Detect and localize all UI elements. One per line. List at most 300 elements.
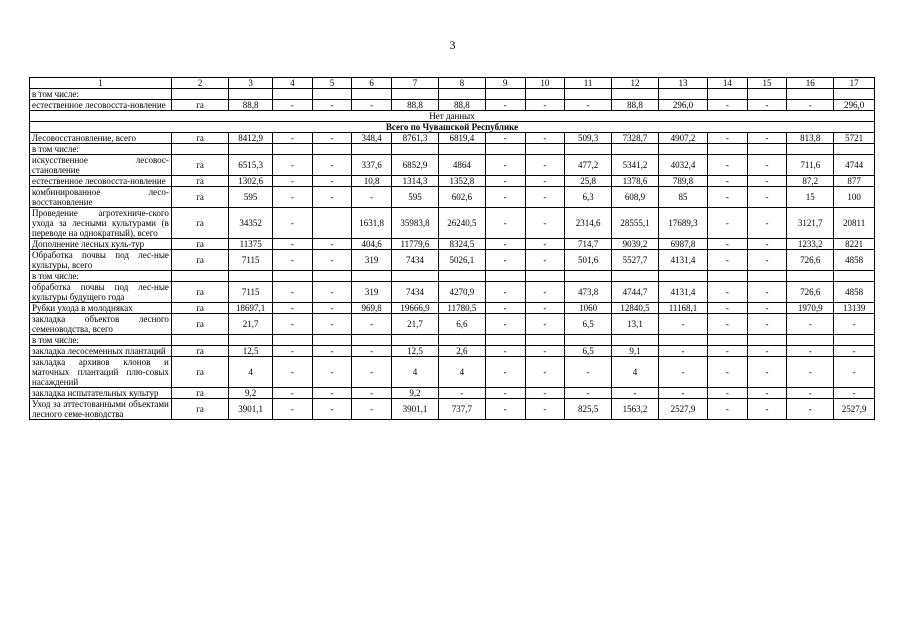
value-cell: 20811: [834, 208, 875, 239]
value-cell: -: [525, 176, 565, 187]
empty-cell: [229, 144, 273, 155]
value-cell: 100: [834, 187, 875, 208]
empty-cell: [834, 335, 875, 346]
empty-cell: [352, 144, 392, 155]
value-cell: -: [708, 357, 748, 388]
value-cell: 969,8: [352, 303, 392, 314]
value-cell: га: [171, 250, 228, 271]
value-cell: 1378,6: [612, 176, 659, 187]
value-cell: -: [708, 155, 748, 176]
empty-cell: [565, 89, 612, 100]
value-cell: 4: [438, 357, 485, 388]
value-cell: 9,1: [612, 346, 659, 357]
column-number-cell: 2: [171, 78, 228, 89]
value-cell: -: [787, 388, 834, 399]
value-cell: 35983,8: [391, 208, 438, 239]
value-cell: -: [273, 239, 313, 250]
value-cell: -: [312, 250, 352, 271]
value-cell: -: [747, 303, 787, 314]
value-cell: 18697,1: [229, 303, 273, 314]
value-cell: 11780,5: [438, 303, 485, 314]
value-cell: 7434: [391, 250, 438, 271]
empty-cell: [273, 271, 313, 282]
value-cell: 6,5: [565, 314, 612, 335]
value-cell: 87,2: [787, 176, 834, 187]
value-cell: -: [312, 282, 352, 303]
row-label-cell: естественное лесовосста-новление: [30, 100, 172, 111]
empty-cell: [659, 89, 708, 100]
value-cell: 2527,9: [659, 399, 708, 420]
value-cell: -: [747, 388, 787, 399]
empty-cell: [708, 89, 748, 100]
empty-cell: [171, 271, 228, 282]
value-cell: 3901,1: [229, 399, 273, 420]
value-cell: -: [747, 133, 787, 144]
table-row: [30, 144, 875, 155]
value-cell: -: [312, 187, 352, 208]
value-cell: 1352,8: [438, 176, 485, 187]
empty-cell: [787, 335, 834, 346]
value-cell: -: [485, 282, 525, 303]
value-cell: -: [708, 314, 748, 335]
value-cell: 6515,3: [229, 155, 273, 176]
value-cell: 2527,9: [834, 399, 875, 420]
value-cell: 726,6: [787, 250, 834, 271]
value-cell: 319: [352, 250, 392, 271]
section-heading-cell: Нет данных: [30, 111, 875, 122]
table-row: [30, 208, 875, 239]
value-cell: 3901,1: [391, 399, 438, 420]
value-cell: 595: [391, 187, 438, 208]
value-cell: 7115: [229, 282, 273, 303]
value-cell: 4858: [834, 282, 875, 303]
empty-cell: [438, 335, 485, 346]
empty-cell: [708, 335, 748, 346]
value-cell: 88,8: [612, 100, 659, 111]
empty-cell: [312, 144, 352, 155]
value-cell: -: [747, 176, 787, 187]
value-cell: 12840,5: [612, 303, 659, 314]
empty-cell: [391, 89, 438, 100]
value-cell: -: [485, 155, 525, 176]
value-cell: -: [747, 250, 787, 271]
value-cell: -: [747, 239, 787, 250]
empty-cell: [659, 271, 708, 282]
value-cell: -: [485, 357, 525, 388]
value-cell: 26240,5: [438, 208, 485, 239]
value-cell: 711,6: [787, 155, 834, 176]
row-label-cell: естественное лесовосста-новление: [30, 176, 172, 187]
empty-cell: [391, 144, 438, 155]
empty-cell: [659, 335, 708, 346]
value-cell: 509,3: [565, 133, 612, 144]
value-cell: -: [747, 187, 787, 208]
value-cell: -: [525, 208, 565, 239]
value-cell: 12,5: [229, 346, 273, 357]
empty-cell: [565, 271, 612, 282]
page-number: 3: [449, 38, 456, 52]
value-cell: 1970,9: [787, 303, 834, 314]
value-cell: 8412,9: [229, 133, 273, 144]
table-row: [30, 271, 875, 282]
table-row: [30, 357, 875, 388]
value-cell: -: [747, 314, 787, 335]
value-cell: -: [438, 388, 485, 399]
value-cell: 88,8: [391, 100, 438, 111]
empty-cell: [747, 144, 787, 155]
value-cell: 2314,6: [565, 208, 612, 239]
value-cell: -: [485, 250, 525, 271]
value-cell: -: [485, 176, 525, 187]
value-cell: -: [708, 346, 748, 357]
empty-cell: [708, 271, 748, 282]
column-number-cell: 12: [612, 78, 659, 89]
value-cell: 6819,4: [438, 133, 485, 144]
value-cell: -: [708, 208, 748, 239]
value-cell: -: [525, 303, 565, 314]
value-cell: -: [659, 388, 708, 399]
value-cell: 4032,4: [659, 155, 708, 176]
value-cell: 6852,9: [391, 155, 438, 176]
value-cell: 473,8: [565, 282, 612, 303]
empty-cell: [273, 144, 313, 155]
row-label-cell: Обработка почвы под лес-ные культуры, всего: [30, 250, 172, 271]
value-cell: 348,4: [352, 133, 392, 144]
value-cell: -: [312, 303, 352, 314]
value-cell: 1060: [565, 303, 612, 314]
table-row: [30, 282, 875, 303]
row-label-cell: в том числе:: [30, 89, 172, 100]
empty-cell: [171, 89, 228, 100]
value-cell: -: [659, 357, 708, 388]
empty-cell: [438, 271, 485, 282]
value-cell: -: [485, 399, 525, 420]
table-row: [30, 187, 875, 208]
value-cell: 13,1: [612, 314, 659, 335]
row-label-cell: Дополнение лесных куль-тур: [30, 239, 172, 250]
empty-cell: [659, 144, 708, 155]
value-cell: -: [312, 357, 352, 388]
row-label-cell: Уход за аттестованными объектами лесного семе-новодства: [30, 399, 172, 420]
value-cell: 10,8: [352, 176, 392, 187]
value-cell: -: [747, 357, 787, 388]
value-cell: -: [485, 303, 525, 314]
value-cell: 6,3: [565, 187, 612, 208]
value-cell: 12,5: [391, 346, 438, 357]
value-cell: га: [171, 187, 228, 208]
value-cell: -: [708, 133, 748, 144]
value-cell: 1314,3: [391, 176, 438, 187]
value-cell: га: [171, 388, 228, 399]
value-cell: 9039,2: [612, 239, 659, 250]
value-cell: га: [171, 303, 228, 314]
value-cell: -: [834, 388, 875, 399]
value-cell: -: [312, 133, 352, 144]
value-cell: -: [525, 187, 565, 208]
empty-cell: [273, 335, 313, 346]
value-cell: 11779,6: [391, 239, 438, 250]
empty-cell: [229, 89, 273, 100]
value-cell: -: [659, 314, 708, 335]
empty-cell: [834, 89, 875, 100]
value-cell: 4: [391, 357, 438, 388]
value-cell: -: [312, 239, 352, 250]
value-cell: 8324,5: [438, 239, 485, 250]
value-cell: 825,5: [565, 399, 612, 420]
value-cell: -: [747, 208, 787, 239]
value-cell: га: [171, 314, 228, 335]
value-cell: 15: [787, 187, 834, 208]
empty-cell: [171, 335, 228, 346]
value-cell: га: [171, 100, 228, 111]
value-cell: -: [485, 133, 525, 144]
empty-cell: [612, 271, 659, 282]
value-cell: 7115: [229, 250, 273, 271]
row-label-cell: закладка лесосеменных плантаций: [30, 346, 172, 357]
value-cell: 11168,1: [659, 303, 708, 314]
value-cell: -: [273, 303, 313, 314]
value-cell: 4131,4: [659, 282, 708, 303]
value-cell: -: [525, 314, 565, 335]
column-number-cell: 16: [787, 78, 834, 89]
value-cell: -: [834, 346, 875, 357]
value-cell: 9,2: [391, 388, 438, 399]
table-header-row: [30, 78, 875, 89]
value-cell: -: [312, 176, 352, 187]
empty-cell: [391, 271, 438, 282]
value-cell: -: [747, 399, 787, 420]
column-number-cell: 9: [485, 78, 525, 89]
empty-cell: [565, 335, 612, 346]
value-cell: -: [708, 250, 748, 271]
value-cell: -: [787, 314, 834, 335]
row-label-cell: Лесовосстановление, всего: [30, 133, 172, 144]
value-cell: -: [273, 155, 313, 176]
empty-cell: [229, 271, 273, 282]
table-row: [30, 250, 875, 271]
value-cell: -: [525, 282, 565, 303]
value-cell: -: [708, 239, 748, 250]
value-cell: 88,8: [229, 100, 273, 111]
value-cell: -: [612, 388, 659, 399]
empty-cell: [834, 144, 875, 155]
value-cell: -: [708, 176, 748, 187]
value-cell: -: [352, 346, 392, 357]
value-cell: 319: [352, 282, 392, 303]
value-cell: -: [708, 388, 748, 399]
value-cell: -: [565, 357, 612, 388]
value-cell: 7328,7: [612, 133, 659, 144]
value-cell: 8221: [834, 239, 875, 250]
row-label-cell: в том числе:: [30, 271, 172, 282]
empty-cell: [787, 271, 834, 282]
empty-cell: [612, 144, 659, 155]
value-cell: га: [171, 282, 228, 303]
value-cell: 13139: [834, 303, 875, 314]
value-cell: 34352: [229, 208, 273, 239]
table-row: [30, 346, 875, 357]
value-cell: -: [525, 133, 565, 144]
value-cell: -: [273, 357, 313, 388]
value-cell: га: [171, 176, 228, 187]
value-cell: -: [352, 314, 392, 335]
value-cell: -: [525, 346, 565, 357]
empty-cell: [612, 89, 659, 100]
value-cell: -: [273, 346, 313, 357]
value-cell: -: [708, 187, 748, 208]
empty-cell: [352, 335, 392, 346]
row-label-cell: комбинированное лесо-восстановление: [30, 187, 172, 208]
empty-cell: [312, 271, 352, 282]
empty-cell: [312, 208, 352, 239]
table-row: [30, 314, 875, 335]
value-cell: 9,2: [229, 388, 273, 399]
table-row: [30, 388, 875, 399]
value-cell: -: [747, 346, 787, 357]
column-number-cell: 17: [834, 78, 875, 89]
value-cell: 296,0: [834, 100, 875, 111]
value-cell: 7434: [391, 282, 438, 303]
table-row: [30, 239, 875, 250]
value-cell: -: [525, 250, 565, 271]
value-cell: -: [312, 346, 352, 357]
value-cell: 28555,1: [612, 208, 659, 239]
value-cell: га: [171, 133, 228, 144]
value-cell: -: [485, 388, 525, 399]
empty-cell: [485, 144, 525, 155]
value-cell: -: [485, 208, 525, 239]
value-cell: 714,7: [565, 239, 612, 250]
row-label-cell: искусственное лесовос-становление: [30, 155, 172, 176]
table-row: [30, 303, 875, 314]
value-cell: га: [171, 357, 228, 388]
empty-cell: [565, 144, 612, 155]
empty-cell: [485, 89, 525, 100]
empty-cell: [525, 89, 565, 100]
value-cell: -: [565, 100, 612, 111]
empty-cell: [485, 335, 525, 346]
value-cell: 4: [612, 357, 659, 388]
value-cell: -: [352, 187, 392, 208]
value-cell: 4: [229, 357, 273, 388]
value-cell: 608,9: [612, 187, 659, 208]
column-number-cell: 10: [525, 78, 565, 89]
value-cell: -: [525, 357, 565, 388]
value-cell: 25,8: [565, 176, 612, 187]
value-cell: -: [273, 282, 313, 303]
value-cell: -: [352, 388, 392, 399]
empty-cell: [708, 144, 748, 155]
empty-cell: [525, 335, 565, 346]
value-cell: 726,6: [787, 282, 834, 303]
value-cell: -: [565, 388, 612, 399]
empty-cell: [438, 144, 485, 155]
empty-cell: [438, 89, 485, 100]
column-number-cell: 6: [352, 78, 392, 89]
column-number-cell: 8: [438, 78, 485, 89]
row-label-cell: закладка испытательных культур: [30, 388, 172, 399]
value-cell: га: [171, 399, 228, 420]
value-cell: -: [273, 388, 313, 399]
table-row: [30, 176, 875, 187]
empty-cell: [612, 335, 659, 346]
value-cell: га: [171, 346, 228, 357]
value-cell: 296,0: [659, 100, 708, 111]
value-cell: -: [273, 250, 313, 271]
value-cell: га: [171, 208, 228, 239]
row-label-cell: Проведение агротехниче-ского ухода за лесными культурами (в переводе на однократный), всего: [30, 208, 172, 239]
table-row: [30, 100, 875, 111]
value-cell: -: [312, 155, 352, 176]
value-cell: 6987,8: [659, 239, 708, 250]
value-cell: 5026,1: [438, 250, 485, 271]
value-cell: 1631,8: [352, 208, 392, 239]
value-cell: -: [787, 346, 834, 357]
value-cell: -: [525, 388, 565, 399]
value-cell: 1233,2: [787, 239, 834, 250]
value-cell: 5341,2: [612, 155, 659, 176]
column-number-cell: 5: [312, 78, 352, 89]
value-cell: 11375: [229, 239, 273, 250]
table-row: [30, 89, 875, 100]
value-cell: -: [352, 357, 392, 388]
value-cell: 21,7: [229, 314, 273, 335]
row-label-cell: в том числе:: [30, 144, 172, 155]
value-cell: 477,2: [565, 155, 612, 176]
value-cell: -: [747, 100, 787, 111]
value-cell: 602,6: [438, 187, 485, 208]
value-cell: -: [312, 100, 352, 111]
empty-cell: [787, 89, 834, 100]
empty-cell: [747, 271, 787, 282]
value-cell: 3121,7: [787, 208, 834, 239]
row-label-cell: закладка архивов клонов и маточных плантаций плю-совых насаждений: [30, 357, 172, 388]
value-cell: 4131,4: [659, 250, 708, 271]
value-cell: -: [747, 282, 787, 303]
value-cell: 5527,7: [612, 250, 659, 271]
column-number-cell: 11: [565, 78, 612, 89]
empty-cell: [391, 335, 438, 346]
value-cell: -: [312, 314, 352, 335]
value-cell: -: [273, 399, 313, 420]
value-cell: 4744: [834, 155, 875, 176]
value-cell: 1563,2: [612, 399, 659, 420]
value-cell: -: [273, 176, 313, 187]
value-cell: -: [352, 399, 392, 420]
value-cell: -: [485, 314, 525, 335]
column-number-cell: 15: [747, 78, 787, 89]
table-row: [30, 111, 875, 122]
value-cell: -: [708, 399, 748, 420]
value-cell: -: [525, 399, 565, 420]
column-number-cell: 14: [708, 78, 748, 89]
empty-cell: [171, 144, 228, 155]
value-cell: -: [834, 357, 875, 388]
value-cell: 4270,9: [438, 282, 485, 303]
value-cell: -: [525, 100, 565, 111]
table-row: [30, 399, 875, 420]
value-cell: 2,6: [438, 346, 485, 357]
value-cell: 877: [834, 176, 875, 187]
value-cell: 6,5: [565, 346, 612, 357]
value-cell: 17689,3: [659, 208, 708, 239]
table-row: [30, 133, 875, 144]
section-heading-cell: Всего по Чувашской Республике: [30, 122, 875, 133]
row-label-cell: Рубки ухода в молодняках: [30, 303, 172, 314]
value-cell: -: [273, 100, 313, 111]
value-cell: -: [747, 155, 787, 176]
value-cell: 8761,3: [391, 133, 438, 144]
